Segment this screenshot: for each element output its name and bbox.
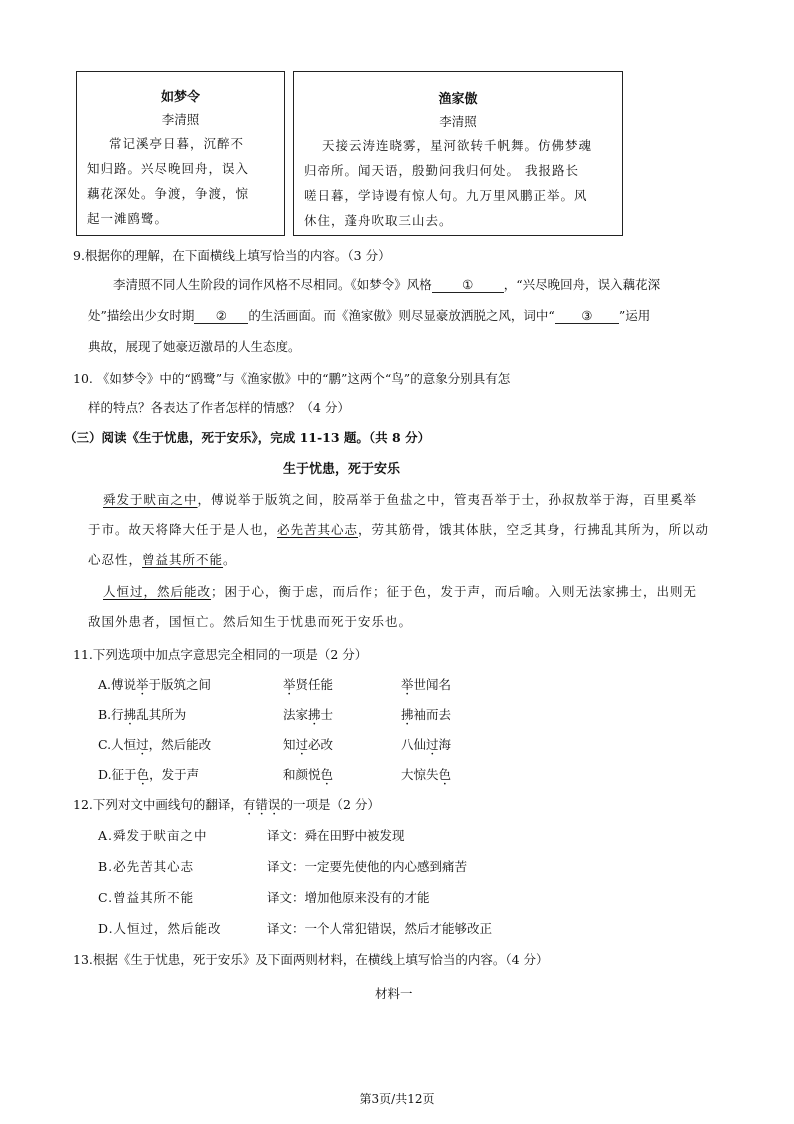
question-12-stem: 12.下列对文中画线句的翻译，有错误的一项是（2 分） xyxy=(73,797,380,812)
poem-line: 归帝所。闻天语，殷勤问我归何处。 我报路长 xyxy=(304,163,579,178)
poem-line: 藕花深处。争渡，争渡，惊 xyxy=(87,186,250,201)
question-9-para-line1: 李清照不同人生阶段的词作风格不尽相同。《如梦令》风格 ① ，“兴尽晚回舟，误入藕花深 xyxy=(113,277,661,292)
passage-p1-line1: 舜发于畎亩之中，傅说举于版筑之间，胶鬲举于鱼盐之中，管夷吾举于士，孙叔敖举于海，百里奚举 xyxy=(103,492,698,507)
poem-box-rumengling xyxy=(76,71,285,236)
question-11-stem: 11.下列选项中加点字意思完全相同的一项是（2 分） xyxy=(73,647,368,662)
passage-p2-line2: 敌国外患者，国恒亡。然后知生于忧患而死于安乐也。 xyxy=(88,614,413,629)
underlined-sentence: 曾益其所不能 xyxy=(142,552,224,567)
question-9-para-line2: 处”描绘出少女时期 ② 的生活画面。而《渔家傲》则尽显豪放洒脱之风，词中“ ③ ”运用 xyxy=(88,308,651,323)
poem-line: 起一滩鸥鹭。 xyxy=(87,211,169,226)
question-9-para-line3: 典故，展现了她豪迈激昂的人生态度。 xyxy=(88,339,301,354)
blank-2[interactable]: ② xyxy=(194,308,248,324)
underlined-sentence: 舜发于畎亩之中 xyxy=(103,492,198,507)
poem-title: 渔家傲 xyxy=(438,92,478,107)
poem-line: 常记溪亭日暮，沉醉不 xyxy=(109,136,245,151)
passage-title: 生于忧患，死于安乐 xyxy=(283,462,401,477)
question-10-line2: 样的特点？各表达了作者怎样的情感？（4 分） xyxy=(88,400,350,415)
passage-p1-line3: 心忍性，曾益其所不能。 xyxy=(88,552,237,567)
poem-author: 李清照 xyxy=(161,112,200,127)
underlined-sentence: 人恒过，然后能改 xyxy=(103,584,212,599)
question-13-stem: 13.根据《生于忧患，死于安乐》及下面两则材料，在横线上填写恰当的内容。（4 分） xyxy=(73,952,549,967)
poem-author: 李清照 xyxy=(439,114,477,129)
poem-line: 休住，蓬舟吹取三山去。 xyxy=(304,213,453,228)
poem-line: 知归路。兴尽晚回舟，误入 xyxy=(87,161,250,176)
poem-box-yujiaao xyxy=(293,71,623,236)
poem-line: 嗟日暮，学诗谩有惊人句。九万里风鹏正举。风 xyxy=(304,188,588,203)
question-10-line1: 10. 《如梦令》中的“鸥鹭”与《渔家傲》中的“鹏”这两个“鸟”的意象分别具有怎 xyxy=(73,371,511,386)
poem-title: 如梦令 xyxy=(160,90,200,105)
material-1-heading: 材料一 xyxy=(375,986,413,1001)
underlined-sentence: 必先苦其心志 xyxy=(277,522,359,537)
passage-p1-line2: 于市。故天将降大任于是人也，必先苦其心志，劳其筋骨，饿其体肤，空乏其身，行拂乱其所为，所以动 xyxy=(88,522,710,537)
question-9-stem: 9.根据你的理解，在下面横线上填写恰当的内容。（3 分） xyxy=(73,248,391,263)
poem-line: 天接云涛连晓雾，星河欲转千帆舞。仿佛梦魂 xyxy=(322,138,593,153)
page-number: 第3页/共12页 xyxy=(359,1092,435,1106)
blank-1[interactable]: ① xyxy=(432,277,504,293)
passage-p2-line1: 人恒过，然后能改；困于心，衡于虑，而后作；征于色，发于声，而后喻。入则无法家拂士，出则无 xyxy=(103,584,698,599)
section-3-heading: （三）阅读《生于忧患，死于安乐》，完成 11-13 题。（共 8 分） xyxy=(64,430,431,445)
blank-3[interactable]: ③ xyxy=(555,308,619,324)
